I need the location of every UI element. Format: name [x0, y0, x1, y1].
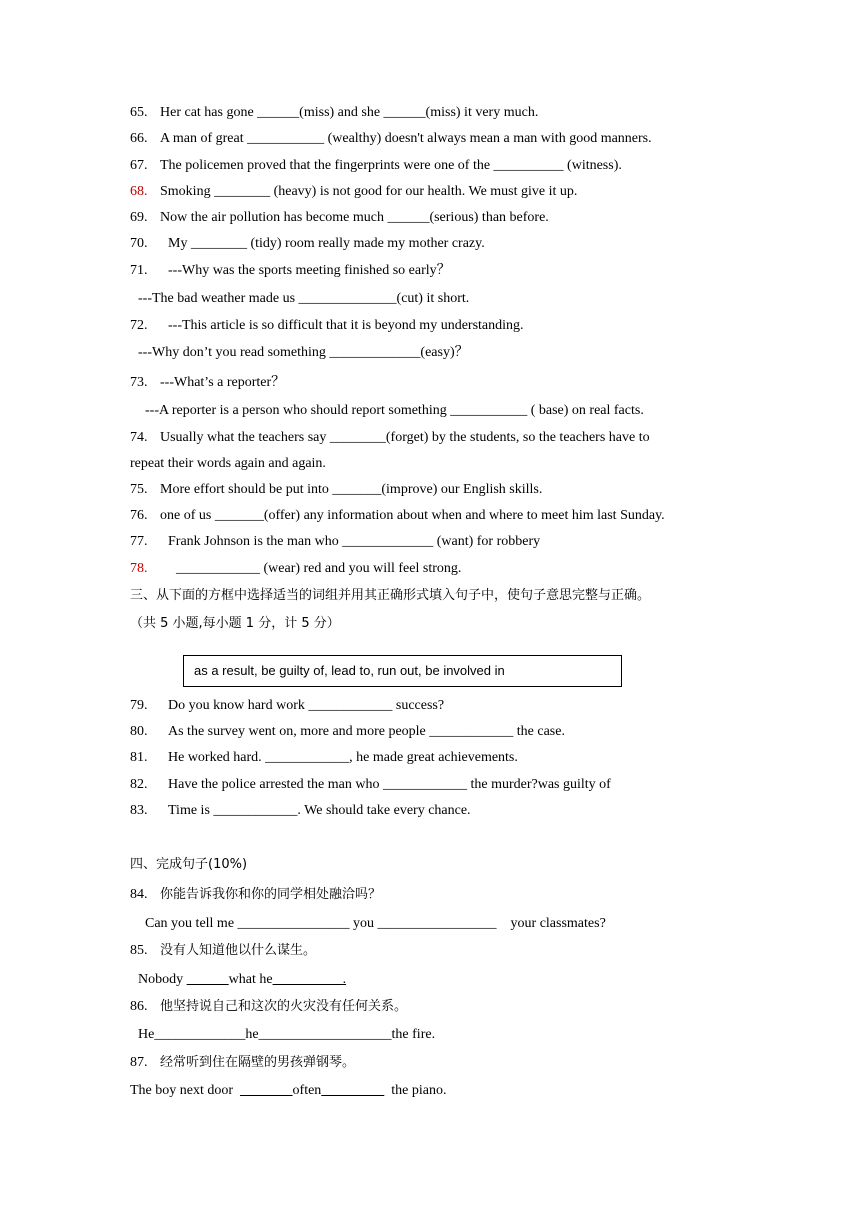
- question-86-en: He_____________he___________________the fire.: [138, 1027, 436, 1042]
- question-84-cn: 84. 你能告诉我你和你的同学相处融洽吗？: [130, 887, 382, 902]
- question-87-cn: 87. 经常听到住在隔壁的男孩弹钢琴。: [130, 1055, 356, 1070]
- question-71-answer: ---The bad weather made us ______________(cut) it short.: [138, 291, 470, 306]
- question-67: 67. The policemen proved that the fingerprints were one of the __________ (witness).: [130, 158, 622, 173]
- question-69: 69. Now the air pollution has become much ______(serious) than before.: [130, 210, 549, 225]
- question-77: 77. Frank Johnson is the man who _____________ (want) for robbery: [130, 534, 541, 549]
- section-heading: 四、完成句子(10%): [130, 857, 248, 872]
- question-83: 83. Time is ____________. We should take every chance.: [130, 803, 471, 818]
- question-65: 65. Her cat has gone ______(miss) and she ______(miss) it very much.: [130, 105, 539, 120]
- question-82: 82. Have the police arrested the man who ____________ the murder?was guilty of: [130, 777, 611, 792]
- question-78: 78. ____________ (wear) red and you will feel strong.: [130, 561, 462, 576]
- word-box: [183, 655, 622, 687]
- question-72-answer: ---Why don’t you read something _____________(easy)？: [138, 345, 469, 360]
- question-87-en: The boy next door often the piano.: [130, 1083, 447, 1098]
- question-71: 71. ---Why was the sports meeting finished so early？: [130, 263, 451, 278]
- question-85-cn: 85. 没有人知道他以什么谋生。: [130, 943, 317, 958]
- section-heading: 三、从下面的方框中选择适当的词组并用其正确形式填入句子中，使句子意思完整与正确。: [130, 588, 651, 603]
- question-85-en: Nobody what he .: [138, 972, 347, 987]
- question-80: 80. As the survey went on, more and more people ____________ the case.: [130, 724, 565, 739]
- question-73: 73. ---What’s a reporter？: [130, 375, 286, 390]
- question-75: 75. More effort should be put into _______(improve) our English skills.: [130, 482, 543, 497]
- question-74-continued: repeat their words again and again.: [130, 456, 326, 471]
- question-68: 68. Smoking ________ (heavy) is not good for our health. We must give it up.: [130, 184, 578, 199]
- question-79: 79. Do you know hard work ____________ success?: [130, 698, 445, 713]
- question-73-answer: ---A reporter is a person who should report something ___________ ( base) on real facts.: [145, 403, 644, 418]
- question-70: 70. My ________ (tidy) room really made my mother crazy.: [130, 236, 485, 251]
- question-81: 81. He worked hard. ____________, he made great achievements.: [130, 750, 518, 765]
- question-76: 76. one of us _______(offer) any information about when and where to meet him last Sunday.: [130, 508, 665, 523]
- section-subheading: （共 5 小题,每小题 1 分，计 5 分）: [130, 616, 340, 631]
- word-box-text: as a result, be guilty of, lead to, run out, be involved in: [194, 663, 505, 678]
- question-74: 74. Usually what the teachers say ________(forget) by the students, so the teachers have to: [130, 430, 650, 445]
- question-72: 72. ---This article is so difficult that it is beyond my understanding.: [130, 318, 524, 333]
- question-86-cn: 86. 他坚持说自己和这次的火灾没有任何关系。: [130, 999, 408, 1014]
- question-84-en: Can you tell me ________________ you _________________ your classmates?: [145, 916, 606, 931]
- question-66: 66. A man of great ___________ (wealthy) doesn't always mean a man with good manners.: [130, 131, 652, 146]
